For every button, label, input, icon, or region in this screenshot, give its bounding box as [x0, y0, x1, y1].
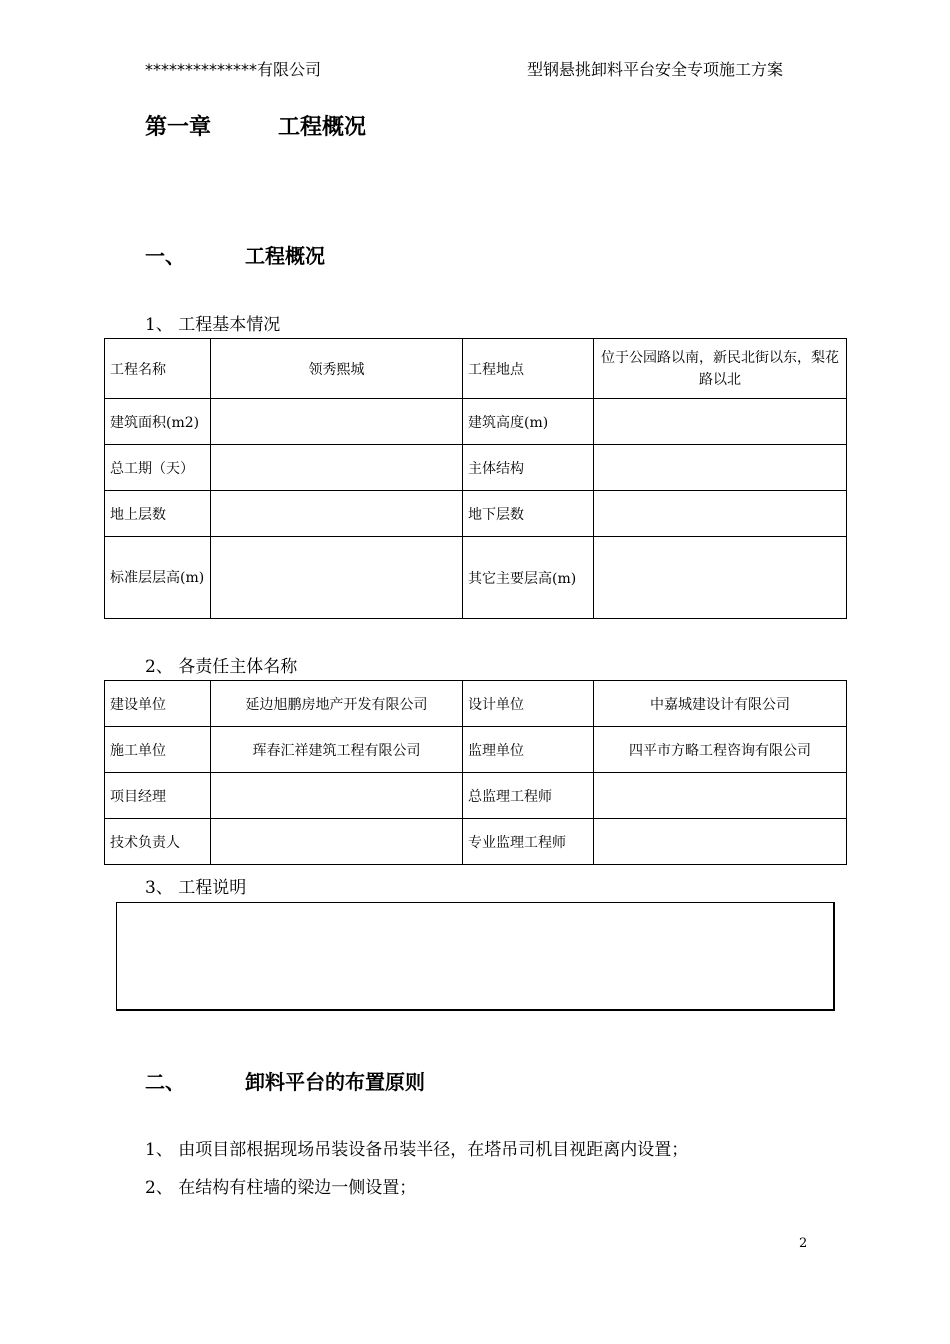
chapter-number: 第一章 [145, 115, 212, 140]
table-cell: 珲春汇祥建筑工程有限公司 [211, 727, 463, 773]
table-cell: 地上层数 [105, 491, 211, 537]
table-cell: 建设单位 [105, 681, 211, 727]
table-cell [594, 399, 847, 445]
subsection-project-description: 3、 工程说明 [145, 878, 247, 898]
principle-item-2: 2、 在结构有柱墙的梁边一侧设置； [145, 1178, 417, 1198]
table-cell: 中嘉城建设计有限公司 [594, 681, 847, 727]
table-cell: 其它主要层高(m) [463, 537, 594, 619]
table-cell: 领秀熙城 [211, 339, 463, 399]
table-cell: 主体结构 [463, 445, 594, 491]
table-cell: 地下层数 [463, 491, 594, 537]
table-cell: 总监理工程师 [463, 773, 594, 819]
header-company: **************有限公司 [145, 60, 322, 79]
section1-number: 一、 [145, 244, 185, 268]
table-cell: 专业监理工程师 [463, 819, 594, 865]
table-row [105, 819, 847, 865]
table-cell [594, 537, 847, 619]
table-cell: 工程地点 [463, 339, 594, 399]
table-cell: 工程名称 [105, 339, 211, 399]
table-row [105, 773, 847, 819]
table-cell [211, 491, 463, 537]
subsection-basic-info: 1、 工程基本情况 [145, 315, 281, 335]
table-cell [594, 773, 847, 819]
table-cell [211, 819, 463, 865]
table-row [105, 727, 847, 773]
table-cell [594, 445, 847, 491]
basic-info-table [104, 338, 847, 619]
table-cell [594, 491, 847, 537]
table-cell: 标准层层高(m) [105, 537, 211, 619]
table-cell: 施工单位 [105, 727, 211, 773]
responsible-parties-table [104, 680, 847, 865]
table-cell: 设计单位 [463, 681, 594, 727]
table-row [105, 681, 847, 727]
table-cell: 技术负责人 [105, 819, 211, 865]
table-row [105, 537, 847, 619]
section1-title: 工程概况 [245, 244, 325, 268]
page-number: 2 [799, 1236, 808, 1251]
table-cell: 总工期（天） [105, 445, 211, 491]
header-doc-title: 型钢悬挑卸料平台安全专项施工方案 [527, 60, 784, 79]
table-cell [594, 819, 847, 865]
table-cell: 建筑面积(m2) [105, 399, 211, 445]
table-cell: 监理单位 [463, 727, 594, 773]
table-cell: 项目经理 [105, 773, 211, 819]
table-cell: 延边旭鹏房地产开发有限公司 [211, 681, 463, 727]
project-description-box [116, 902, 835, 1011]
table-cell: 四平市方略工程咨询有限公司 [594, 727, 847, 773]
table-cell [211, 773, 463, 819]
table-cell [211, 399, 463, 445]
table-row [105, 491, 847, 537]
section2-title: 卸料平台的布置原则 [245, 1070, 425, 1094]
table-cell: 建筑高度(m) [463, 399, 594, 445]
table-cell [211, 537, 463, 619]
subsection-responsible-parties: 2、 各责任主体名称 [145, 657, 298, 677]
table-cell [211, 445, 463, 491]
section2-number: 二、 [145, 1070, 185, 1094]
chapter-title: 工程概况 [278, 115, 367, 140]
table-cell: 位于公园路以南，新民北街以东，梨花路以北 [594, 339, 847, 399]
table-row [105, 445, 847, 491]
table-row [105, 399, 847, 445]
principle-item-1: 1、 由项目部根据现场吊装设备吊装半径，在塔吊司机目视距离内设置； [145, 1140, 689, 1160]
table-row [105, 339, 847, 399]
